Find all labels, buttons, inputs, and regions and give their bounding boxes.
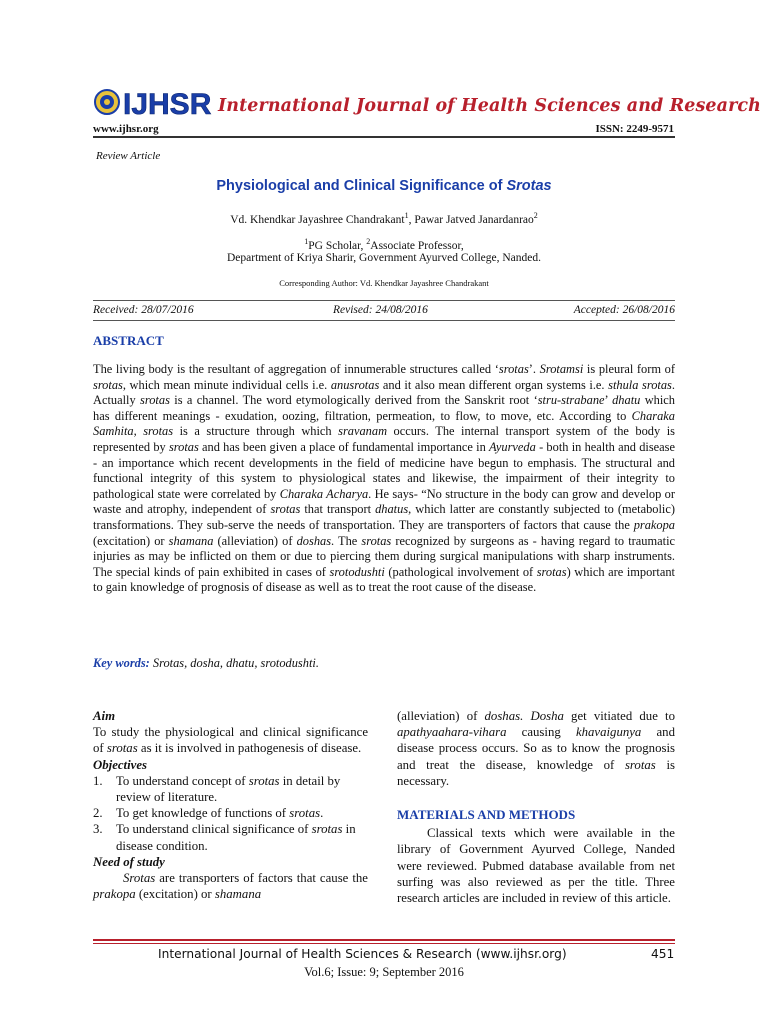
article-type: Review Article (96, 150, 161, 162)
keywords-label: Key words: (93, 656, 150, 670)
received-date: Received: 28/07/2016 (93, 304, 194, 316)
list-item: 1. To understand concept of srotas in detail by review of literature. (93, 773, 341, 805)
objectives-list (93, 773, 368, 854)
need-text: Srotas are transporters of factors that cause the prakopa (excitation) or shamana (93, 871, 368, 902)
aim-text: To study the physiological and clinical significance of srotas as it is involved in pathogenesis of disease. (93, 725, 368, 756)
header-rule (93, 136, 675, 138)
materials-methods-heading: MATERIALS AND METHODS (397, 807, 576, 823)
footer-volume: Vol.6; Issue: 9; September 2016 (304, 965, 464, 979)
svg-text:IJHSR: IJHSR (123, 88, 212, 120)
affiliation-department: Department of Kriya Sharir, Government Ayurved College, Nanded. (226, 252, 541, 264)
revised-date: Revised: 24/08/2016 (333, 304, 428, 316)
need-text-continued: (alleviation) of doshas. Dosha get vitiated due to apathyaahara-vihara causing khavaigunya and disease process occurs. So as to know the prognosis and treat the disease, knowledge of srotas is necessary. (397, 709, 675, 788)
list-item: 3. To understand clinical significance of srotas in disease condition. (93, 822, 356, 853)
footer-journal: International Journal of Health Sciences & Research (www.ijhsr.org) (158, 947, 567, 961)
corresponding-author: Corresponding Author: Vd. Khendkar Jayashree Chandrakant (279, 278, 489, 288)
affiliation-roles: $^1$PG Scholar, $^2$Associate Professor, (304, 237, 464, 252)
footer-rule-thick (93, 939, 675, 941)
page-number: 451 (651, 947, 675, 961)
abstract-body: The living body is the resultant of aggregation of innumerable structures called ‘srotas’. Srotamsi is pleural form of srotas, which mean minute individual cells i.e. anusrotas and it also mean different organ systems i.e. sthula srotas. Actually srotas is a channel. The word etymologically derived from the Sanskrit root ‘stru-strabane’ dhatu which has different meanings - exudation, oozing, filtration, permeation, to flow, to move, etc. According to Charaka Samhita, srotas is a structure through which sravanam occurs. The internal transport system of the body is represented by srotas and has been given a place of fundamental importance in Ayurveda - both in health and disease - an importance which recent developments in the field of medicine have begun to emphasis. The structural and functional integrity of this system to physiological states and likewise, the impairment of their integrity to pathological state were correlated by Charaka Acharya. He says- “No structure in the body can grow and develop or waste and atrophy, independent of srotas that transport dhatus, which latter are constantly subjected to (metabolic) transformations. They sub-serve the needs of transportation. They are transporters of factors that cause the prakopa (excitation) or shamana (alleviation) of doshas. The srotas recognized by surgeons as - having regard to traumatic injuries as may be inflicted on them or due to piercing them during surgical manipulations with sharp instruments. The special kinds of pain exhibited in cases of srotodushti (pathological involvement of srotas) which are important to gain knowledge of prognosis of disease as well as to treat the root cause of the disease. (93, 362, 676, 595)
paper-title: Physiological and Clinical Significance of Srotas (216, 178, 552, 194)
materials-methods-text: Classical texts which were available in the library of Government Ayurved College, Nanded were reviewed. Pubmed database available from net surfing was also reviewed as per the title. Three research articles are included in review of this article. (397, 826, 675, 906)
objectives-heading: Objectives (93, 757, 148, 772)
right-column (397, 708, 675, 906)
journal-url[interactable]: www.ijhsr.org (93, 123, 159, 135)
aim-heading: Aim (93, 709, 116, 723)
issn: ISSN: 2249-9571 (595, 123, 674, 135)
authors: Vd. Khendkar Jayashree Chandrakant$^1$, Pawar Jatved Janardanrao$^2$ (230, 211, 538, 226)
list-item: 2. To get knowledge of functions of srotas. (93, 806, 324, 821)
journal-name: International Journal of Health Sciences and Research (218, 96, 761, 116)
footer-rule-thin (93, 943, 675, 944)
keywords (93, 656, 319, 671)
accepted-date: Accepted: 26/08/2016 (573, 304, 675, 316)
ijhsr-logo (93, 84, 213, 120)
left-column (93, 708, 368, 902)
keywords-list: Srotas, dosha, dhatu, srotodushti. (149, 656, 319, 670)
dates-rule-bottom (93, 320, 675, 321)
need-heading: Need of study (93, 854, 165, 869)
abstract-heading: ABSTRACT (93, 333, 164, 348)
dates-rule-top (93, 300, 675, 301)
